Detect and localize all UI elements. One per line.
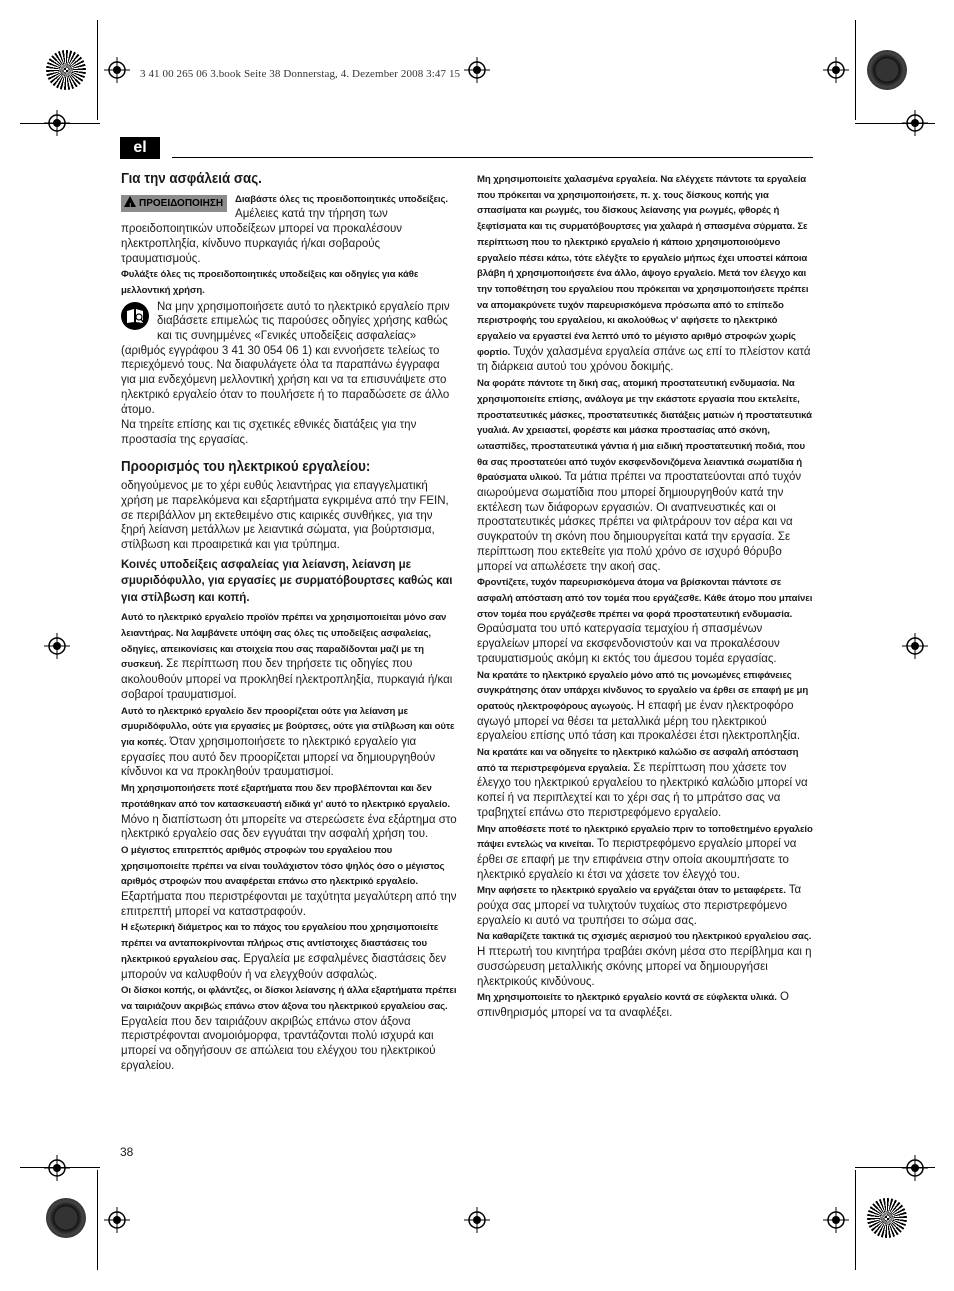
paragraph (121, 983, 457, 1073)
registration-mark-lower-right (902, 1155, 928, 1181)
bold-text: Φυλάξτε όλες τις προειδοποιητικές υποδείξεις και οδηγίες για κάθε μελλοντική χρήση. (121, 269, 419, 296)
bold-text: Μην αφήσετε το ηλεκτρικό εργαλείο να εργάζεται όταν το μεταφέρετε. (477, 885, 786, 897)
paragraph: οδηγούμενος με το χέρι ευθύς λειαντήρας για επαγγελματική χρήση με παρελκόμενα και εξαρτήματα εγκριμένα από την FEIN, σε περιβάλλον μη εκτεθειμένο στις καιρικές συνθήκες, για την ξηρή λείανση μετάλλων με λειαντικά σώματα, για βούρτσισμα, στίλβωση και προαιρετικά και για τρύπημα. (121, 480, 449, 552)
body-text: Όταν χρησιμοποιήσετε το ηλεκτρικό εργαλείο για εργασίες που αυτό δεν προορίζεται μπορεί να δημιουργηθούν κίνδυνοι κα να προκληθούν τραυματισμοί. (121, 736, 436, 779)
warning-block (121, 192, 457, 268)
paragraph (477, 883, 814, 928)
header-rule (172, 157, 813, 158)
left-column (121, 172, 457, 1074)
paragraph (121, 704, 457, 781)
subsection-title: Κοινές υποδείξεις ασφαλείας για λείανση, λείανση με σμυριδόφυλλο, για εργασίες με συρματόβουρτσες καθώς και για στίλβωση και κοπή. (121, 558, 453, 604)
bold-text: Αυτό το ηλεκτρικό εργαλείο προϊόν πρέπει να χρησιμοποιείται μόνο σαν λειαντήρας. Να λαμβάνετε υπόψη σας όλες τις υποδείξεις ασφαλείας, οδηγίες, απεικονίσεις και στοιχεία που σας παραδίδονται μαζί με τη συσκευή. (121, 612, 447, 671)
registration-mark-mid-right (902, 633, 928, 659)
registration-mark-upper-right (902, 110, 928, 136)
registration-mark-lower-left (44, 1155, 70, 1181)
paragraph (477, 745, 814, 821)
body-text: Σε περίπτωση που δεν τηρήσετε τις οδηγίες που ακολουθούν μπορεί να προκληθεί ηλεκτροπληξία, πυρκαγιά ή/και σοβαροί τραυματισμοί. (121, 658, 453, 701)
body-text: Εργαλεία με εσφαλμένες διαστάσεις δεν μπορούν να καλυφθούν ή να ελεγχθούν ασφαλώς. (121, 952, 447, 981)
registration-mark-top-right (823, 57, 849, 83)
warning-badge (121, 195, 227, 212)
bold-text: Μην αποθέσετε ποτέ το ηλεκτρικό εργαλείο πριν το τοποθετημένο εργαλείο πάψει εντελώς να κινείται. (477, 823, 813, 851)
color-rosette-top-right (867, 50, 907, 90)
read-manual-block (121, 300, 457, 418)
registration-mark-bottom-center (464, 1207, 490, 1233)
bold-text: Μη χρησιμοποιήσετε ποτέ εξαρτήματα που δεν προβλέπονται και δεν προτάθηκαν από τον κατασκευαστή ειδικά γι' αυτό το ηλεκτρικό εργαλείο. (121, 783, 450, 810)
body-text: Τα μάτια πρέπει να προστατεύονται από τυχόν αιωρούμενα σωματίδια που μπορεί δημιουργηθούν κατά την εκτέλεση των διάφορων εργασιών. Οι αναπνευστικές και οι προστατευτικές μάσκες πρέπει να φιλτράρουν τον αέρα και να συγκρατούν τη σκόνη που δημιουργείται κατά την εργασία. Σε περίπτωση που εκτεθείτε για πολύ χρόνο σε ισχυρό θόρυβο μπορεί να απωλέσετε την ακοή σας. (477, 471, 802, 573)
color-rosette-bottom-right (867, 1198, 907, 1238)
body-text: Ο σπινθηρισμός μπορεί να τα αναφλέξει. (477, 991, 789, 1019)
bold-text: Φροντίζετε, τυχόν παρευρισκόμενα άτομα να βρίσκονται πάντοτε σε ασφαλή απόσταση από τον τομέα που εργάζεσθε. Κάθε άτομο που μπαίνει στον τομέα που εργάζεσθε πρέπει να φορά προστατευτική ενδυμασία. (477, 577, 813, 620)
body-text: Εξαρτήματα που περιστρέφονται με ταχύτητα μεγαλύτερη από την επιτρεπτή μπορεί να καταστραφούν. (121, 891, 457, 918)
bold-text: Διαβάστε όλες τις προειδοποιητικές υποδείξεις. (235, 193, 448, 205)
section-title-intended-use: Προορισμός του ηλεκτρικού εργαλείου: (121, 458, 371, 475)
body-text: Εργαλεία που δεν ταιριάζουν ακριβώς επάνω στον άξονα περιστρέφονται ανομοιόμορφα, τραντάζονται πολύ ισχυρά και μπορεί να οδηγήσουν σε απώλεια του ελέγχου του ηλεκτρικού εργαλείου. (121, 1015, 436, 1072)
paragraph (477, 822, 814, 883)
bold-text: Αυτό το ηλεκτρικό εργαλείο δεν προορίζεται ούτε για λείανση με σμυριδόφυλλο, ούτε για εργασίες με βούρτσες, ούτε για στίλβωση και ούτε για κοπές. (121, 705, 455, 748)
paragraph (121, 610, 457, 702)
bold-text: Να κρατάτε το ηλεκτρικό εργαλείο μόνο από τις μονωμένες επιφάνειες συγκράτησης όταν υπάρχει κίνδυνος το εργαλείο να έρθει σε επαφή με μη ορατούς ηλεκτροφόρους αγωγούς. (477, 669, 809, 712)
registration-mark-upper-left (44, 110, 70, 136)
bold-text: Να κρατάτε και να οδηγείτε το ηλεκτρικό καλώδιο σε ασφαλή απόσταση από τα περιστρεφόμενα εργαλεία. (477, 747, 799, 774)
right-column (477, 172, 814, 1022)
registration-mark-mid-left (44, 633, 70, 659)
body-text: Αμέλειες κατά την τήρηση των προειδοποιητικών υποδείξεων μπορεί να προκαλέσουν ηλεκτροπληξία, κίνδυνο πυρκαγιάς ή/και σοβαρούς τραυματισμούς. (121, 208, 403, 265)
registration-mark-bottom-right (823, 1207, 849, 1233)
color-rosette-bottom-left (46, 1198, 86, 1238)
registration-mark-bottom-left (104, 1207, 130, 1233)
body-text: Τυχόν χαλασμένα εργαλεία σπάνε ως επί το πλείστον κατά τη διάρκεια αυτού του χρόνου δοκιμής. (477, 345, 811, 374)
paragraph (121, 843, 457, 920)
paragraph (121, 267, 457, 298)
body-text: Μόνο η διαπίστωση ότι μπορείτε να στερεώσετε ένα εξάρτημα στο ηλεκτρικό εργαλείο σας δεν εγγυάται την ασφαλή χρήση του. (121, 813, 457, 841)
body-text: Η επαφή με έναν ηλεκτροφόρο αγωγό μπορεί να θέσει τα μεταλλικά μέρη του ηλεκτρικού εργαλείου επίσης υπό τάση και προκαλέσει έτσι ηλεκτροπληξία. (477, 699, 801, 743)
paragraph (477, 668, 814, 745)
warning-badge-label: ΠΡΟΕΙΔΟΠΟΙΗΣΗ (139, 197, 224, 209)
paragraph (477, 172, 814, 375)
registration-mark-top-center (464, 57, 490, 83)
paragraph (477, 990, 814, 1020)
paragraph: Να μην χρησιμοποιήσετε αυτό το ηλεκτρικό εργαλείο πριν διαβάσετε επιμελώς τις παρούσες οδηγίες χρήσης καθώς και τις συνημμένες «Γενικές υποδείξεις ασφαλείας» (αριθμός εγγράφου 3 41 30 054 06 1) και εννοήσετε τελείως το περιεχόμενό τους. Να διαφυλάγετε όλα τα παραπάνω έγγραφα για μια ενδεχόμενη μελλοντική χρήση και να τα επισυνάψετε στο ηλεκτρικό εργαλείο όταν το πουλήσετε ή το παραδώσετε σε άλλο άτομο. (121, 300, 450, 416)
body-text: Η πτερωτή του κινητήρα τραβάει σκόνη μέσα στο περίβλημα και η συσσώρευση μεταλλικής σκόνης μπορεί να δημιουργήσει ηλεκτρικούς κινδύνους. (477, 946, 812, 988)
bold-text: Ο μέγιστος επιτρεπτός αριθμός στροφών του εργαλείου που χρησιμοποιείτε πρέπει να είναι τουλάχιστον τόσο ψηλός όσο ο μέγιστος αριθμός στροφών που αναφέρεται επάνω στο ηλεκτρικό εργαλείο. (121, 844, 445, 888)
paragraph (477, 376, 814, 574)
bold-text: Οι δίσκοι κοπής, οι φλάντζες, οι δίσκοι λείανσης ή άλλα εξαρτήματα πρέπει να ταιριάζουν ακριβώς επάνω στον άξονα του ηλεκτρικού εργαλείου σας. (121, 985, 457, 1012)
bold-text: Μη χρησιμοποιείτε χαλασμένα εργαλεία. Να ελέγχετε πάντοτε τα εργαλεία που πρόκειται να χρησιμοποιήσετε, π. χ. τους δίσκους κοπής για σπασίματα και ρωγμές, του δίσκους λείανσης για ρωγμές, φθορές ή ξεφτίσματα και τις συρματόβουρτσες για χαλαρά ή σπασμένα σύρματα. Σε περίπτωση που το ηλεκτρικό εργαλείο ή κάποιο χρησιμοποιούμενο εργαλείο πέσει κάτω, τότε ελέγξτε το εργαλείο μήπως έχει υποστεί κάποια βλάβη ή χρησιμοποιήσετε ένα άλλο, άψογο εργαλείο. Μετά τον έλεγχο και την τοποθέτηση του εργαλείου που πρόκειται να χρησιμοποιήσετε πρέπει να απομακρύνετε τυχόν παρευρισκόμενα πρόσωπα από το επίπεδο περιστροφής του εργαλείου, κι ακολούθως ν' αφήσετε το ηλεκτρικό εργαλείο να εργαστεί ένα λεπτό υπό το μέγιστο αριθμό στροφών χωρίς φορτίο. (477, 174, 809, 358)
registration-mark-top-left (104, 57, 130, 83)
page-number: 38 (120, 1145, 134, 1159)
bold-text: Να φοράτε πάντοτε τη δική σας, ατομική προστατευτική ενδυμασία. Να χρησιμοποιείτε επίσης, ανάλογα με την εκάστοτε εργασία που εκτελείτε, προστατευτικές μάσκες, προστατευτικές διατάξεις ματιών ή προστατευτικά γυαλιά. Αν χρειαστεί, φορέστε και μάσκα προστασίας από σκόνη, ωτασπίδες, προστατευτικά γάντια ή μια ειδική προστατευτική ποδιά, που θα σας προστατεύει από τυχόν εκσφενδονιζόμενα λειαντικά σωματίδια ή θραύσματα υλικού. (477, 378, 812, 484)
body-text: Θραύσματα του υπό κατεργασία τεμαχίου ή σπασμένων εργαλείων μπορεί να εκσφενδονιστούν και να προκαλέσουν τραυματισμούς ακόμη κι εκτός του άμεσου τομέα εργασίας. (477, 623, 780, 665)
bold-text: Μη χρησιμοποιείτε το ηλεκτρικό εργαλείο κοντά σε εύφλεκτα υλικά. (477, 992, 777, 1004)
color-rosette-top-left (46, 50, 86, 90)
section-title-safety: Για την ασφάλειά σας. (121, 171, 262, 187)
bold-text: Να καθαρίζετε τακτικά τις σχισμές αερισμού του ηλεκτρικού εργαλείου σας. (477, 931, 812, 943)
paragraph (121, 781, 457, 842)
body-text: Σε περίπτωση που χάσετε τον έλεγχο του ηλεκτρικού εργαλείου το ηλεκτρικό καλώδιο μπορεί να κοπεί ή να περιπλεχτεί και το χέρι σας ή το μπράτσο σας να τραβηχτεί επάνω στο περιστρεφόμενο εργαλείο. (477, 761, 808, 819)
bold-text: Η εξωτερική διάμετρος και το πάχος του εργαλείου που χρησιμοποιείτε πρέπει να ανταποκρίνονται πλήρως στις αντίστοιχες διαστάσεις του ηλεκτρικού εργαλείου σας. (121, 922, 439, 965)
paragraph (477, 575, 814, 666)
read-manual-icon (121, 302, 149, 330)
body-text: Τα ρούχα σας μπορεί να τυλιχτούν τυχαίως στο περιστρεφόμενο εργαλείο κι αυτό να τρυπήσει το σώμα σας. (477, 884, 802, 927)
warning-triangle-icon: ! (124, 196, 136, 207)
paragraph (477, 929, 814, 989)
print-header: 3 41 00 265 06 3.book Seite 38 Donnerstag, 4. Dezember 2008 3:47 15 (140, 68, 461, 80)
paragraph (121, 920, 457, 982)
language-tab: el (120, 137, 160, 159)
paragraph: Να τηρείτε επίσης και τις σχετικές εθνικές διατάξεις για την προστασία της εργασίας. (121, 419, 417, 446)
body-text: Το περιστρεφόμενο εργαλείο μπορεί να έρθει σε επαφή με την επιφάνεια στην οποία ακουμπήσατε το ηλεκτρικό εργαλείο κι έτσι να χάσετε τον έλεγχό του. (477, 838, 797, 881)
